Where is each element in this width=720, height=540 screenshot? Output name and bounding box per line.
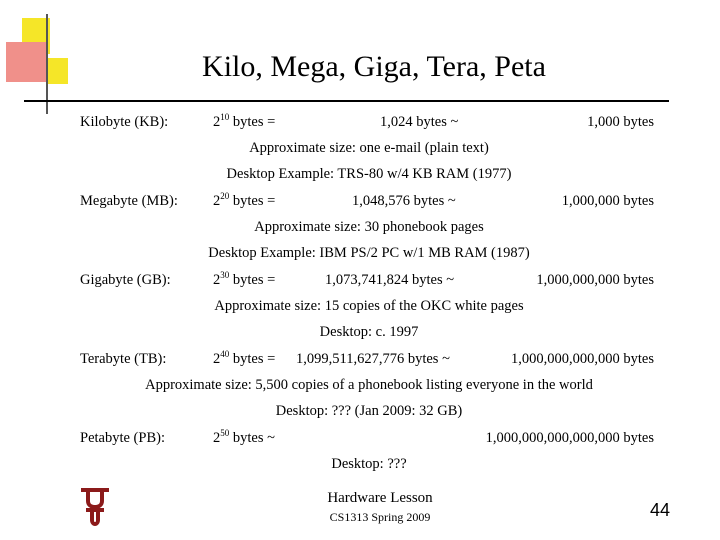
pb-power: $2^{50}$ bytes ~ [213,428,275,446]
kb-exact: 1,024 bytes ~ [380,114,459,130]
slide-title: Kilo, Mega, Giga, Tera, Peta [202,50,546,83]
tb-size: Approximate size: 5,500 copies of a phonebook listing everyone in the world [145,377,593,393]
tb-power: $2^{40}$ bytes = [213,349,276,367]
gb-desktop: Desktop: c. 1997 [319,324,419,340]
mb-size: Approximate size: 30 phonebook pages [254,219,484,235]
gb-power: $2^{30}$ bytes = [213,270,276,288]
kb-desktop: Desktop Example: TRS-80 w/4 KB RAM (1977) [226,166,512,182]
gb-size: Approximate size: 15 copies of the OKC white pages [214,298,524,314]
tb-desktop: Desktop: ??? (Jan 2009: 32 GB) [275,403,463,419]
footer-course: CS1313 Spring 2009 [329,510,431,524]
kb-power: $2^{10}$ bytes = [213,112,276,130]
gb-label: Gigabyte (GB): [80,272,171,288]
gb-approx: 1,000,000,000 bytes [536,272,654,288]
mb-label: Megabyte (MB): [80,193,178,209]
footer-lesson: Hardware Lesson [327,490,433,506]
title-rule [24,100,669,102]
ou-logo [78,486,112,528]
kb-size: Approximate size: one e-mail (plain text) [249,140,489,156]
pb-approx: 1,000,000,000,000,000 bytes [485,430,654,446]
mb-approx: 1,000,000 bytes [561,193,654,209]
pb-desktop: Desktop: ??? [331,456,407,472]
tb-label: Terabyte (TB): [80,351,167,367]
kb-approx: 1,000 bytes [587,114,654,130]
gb-exact: 1,073,741,824 bytes ~ [325,272,455,288]
mb-exact: 1,048,576 bytes ~ [352,193,456,209]
pb-label: Petabyte (PB): [80,430,165,446]
mb-power: $2^{20}$ bytes = [213,191,276,209]
tb-exact: 1,099,511,627,776 bytes ~ [296,351,450,367]
mb-desktop: Desktop Example: IBM PS/2 PC w/1 MB RAM (1987) [208,245,530,261]
tb-approx: 1,000,000,000,000 bytes [511,351,654,367]
page-number: 44 [649,500,670,520]
kb-label: Kilobyte (KB): [80,114,169,130]
